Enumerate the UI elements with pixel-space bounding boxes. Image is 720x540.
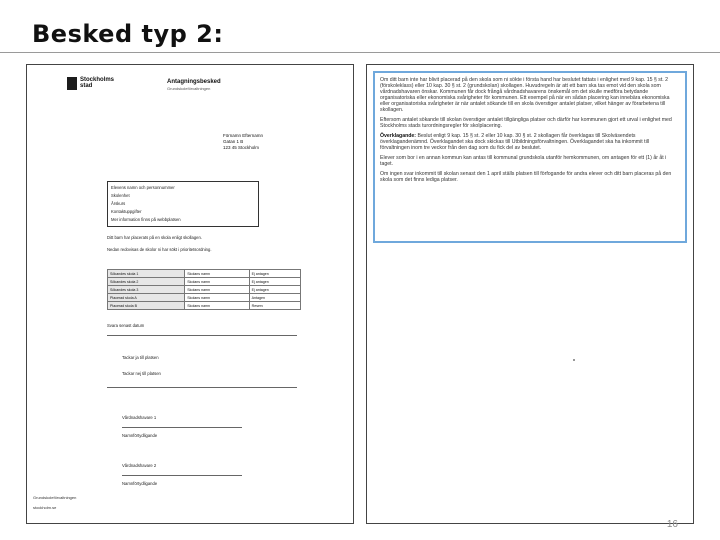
form-line: Tackar nej till platsen bbox=[122, 371, 161, 376]
divider bbox=[107, 335, 297, 336]
title-divider bbox=[0, 52, 720, 53]
paragraph-text: Beslut enligt 9 kap. 15 § st. 2 eller 10 kap. 30 § st. 2 skollagen får överklagas till Skolväsendets överklagandenämnd. Överklagandet ska dock skickas till Utbildningsförvaltningen. Överklagandet ska ha inkommit till förvaltningen inom tre veckor från den dag som du fick del av beslutet. bbox=[380, 133, 650, 151]
table-row bbox=[108, 278, 301, 286]
paragraph-text: Om ingen svar inkommit till skolan senast den 1 april ställs platsen till förfogande för andra elever och ditt barn placeras på den skola som det finns lediga platser. bbox=[380, 171, 672, 183]
decision-explanation-panel bbox=[366, 64, 694, 524]
highlighted-text-box bbox=[373, 71, 687, 243]
info-line: Kontaktuppgifter bbox=[111, 209, 142, 214]
info-line: Skolenhet bbox=[111, 193, 130, 198]
footer-line: Grundskoleförvaltningen bbox=[33, 495, 77, 500]
table-cell: Skolans namn bbox=[185, 278, 249, 286]
intro-line: Nedan redovisas de skolor ni har sökt i prioritetsordning. bbox=[107, 247, 212, 252]
form-line: Vårdnadshavare 2 bbox=[122, 463, 157, 468]
table-cell: Sökandes skola 3 bbox=[108, 286, 185, 294]
form-line: Vårdnadshavare 1 bbox=[122, 415, 157, 420]
paragraph bbox=[380, 171, 680, 183]
info-box bbox=[107, 181, 259, 227]
address-line: 123 45 Stockholm bbox=[223, 145, 260, 150]
letter-heading: Antagningsbesked bbox=[167, 79, 221, 85]
table-cell: Placerad skola A bbox=[108, 294, 185, 302]
divider bbox=[107, 387, 297, 388]
signature-line bbox=[122, 427, 242, 428]
paragraph bbox=[380, 133, 680, 151]
logo-line-2: stad bbox=[80, 83, 93, 89]
form-line: Namnförtydligande bbox=[122, 481, 158, 486]
table-cell: Placerad skola B bbox=[108, 302, 185, 310]
table-row bbox=[108, 270, 301, 278]
table-cell: Sökandes skola 2 bbox=[108, 278, 185, 286]
city-logo-text bbox=[80, 77, 114, 89]
footer-line: stockholm.se bbox=[33, 505, 57, 510]
address-line: Förnamn Efternamn bbox=[223, 133, 264, 138]
paragraph bbox=[380, 77, 680, 113]
city-crest-icon bbox=[67, 77, 77, 90]
paragraph-text: Om ditt barn inte har blivit placerad på den skola som ni sökte i första hand har beslutet fattats i enlighet med 9 kap. 15 § st. 2 (förskoleklass) eller 10 kap. 30 § st. 2 (grundskolan) skollagen. Huvudregeln är att ett barn ska tas emot vid den skola som vårdnadshavaren önskar. Kommunen får dock frångå vårdnadshavarens önskemål om det skulle medföra betydande organisatoriska eller ekonomiska svårigheter för kommunen. Ett exempel på när en sådan placering kan innebära ekonomiska eller organisatoriska svårigheter är när antalet sökande till en skola överstiger antalet platser, vilket hänger av förarbetena till skollagen. bbox=[380, 77, 670, 113]
paragraph-text: Eftersom antalet sökande till skolan överstiger antalet tillgängliga platser och därför har kommunen gjort ett urval i enlighet med Stockholms stads turordningsregler för skolplacering. bbox=[380, 117, 672, 129]
signature-line bbox=[122, 475, 242, 476]
info-line: Mer information finns på webbplatsen bbox=[111, 217, 181, 222]
form-line: Svara senast datum bbox=[107, 323, 145, 328]
form-line: Namnförtydligande bbox=[122, 433, 158, 438]
info-line: Årskurs bbox=[111, 201, 126, 206]
table-cell: Skolans namn bbox=[185, 302, 249, 310]
paragraph bbox=[380, 117, 680, 129]
page-number: 16 bbox=[666, 519, 678, 530]
address-line: Gatan 1 B bbox=[223, 139, 244, 144]
letter-document-image bbox=[26, 64, 354, 524]
table-cell: Ej antagen bbox=[249, 270, 300, 278]
table-cell: Sökandes skola 1 bbox=[108, 270, 185, 278]
info-line: Elevens namn och personnummer bbox=[111, 185, 175, 190]
letter-heading-sub: Grundskoleförvaltningen bbox=[167, 86, 211, 91]
table-cell: Antagen bbox=[249, 294, 300, 302]
table-cell: Reserv bbox=[249, 302, 300, 310]
form-line: Tackar ja till platsen bbox=[122, 355, 159, 360]
recipient-address bbox=[223, 133, 263, 151]
paragraph-bold: Överklagande: bbox=[380, 133, 417, 139]
table-row bbox=[108, 294, 301, 302]
table-cell: Skolans namn bbox=[185, 286, 249, 294]
logo-line-1: Stockholms bbox=[80, 77, 115, 83]
slide-title: Besked typ 2: bbox=[32, 20, 224, 48]
choices-table bbox=[107, 269, 301, 310]
intro-line: Ditt barn har placerats på en skola enligt skollagen. bbox=[107, 235, 202, 240]
table-cell: Skolans namn bbox=[185, 270, 249, 278]
table-cell: Ej antagen bbox=[249, 286, 300, 294]
table-cell: Skolans namn bbox=[185, 294, 249, 302]
table-cell: Ej antagen bbox=[249, 278, 300, 286]
stray-mark bbox=[573, 359, 575, 361]
paragraph-text: Elever som bor i en annan kommun kan antas till kommunal grundskola utanför hemkommunen, om antagen för ett (1) år åt i taget. bbox=[380, 155, 667, 167]
table-row bbox=[108, 302, 301, 310]
table-row bbox=[108, 286, 301, 294]
paragraph bbox=[380, 155, 680, 167]
